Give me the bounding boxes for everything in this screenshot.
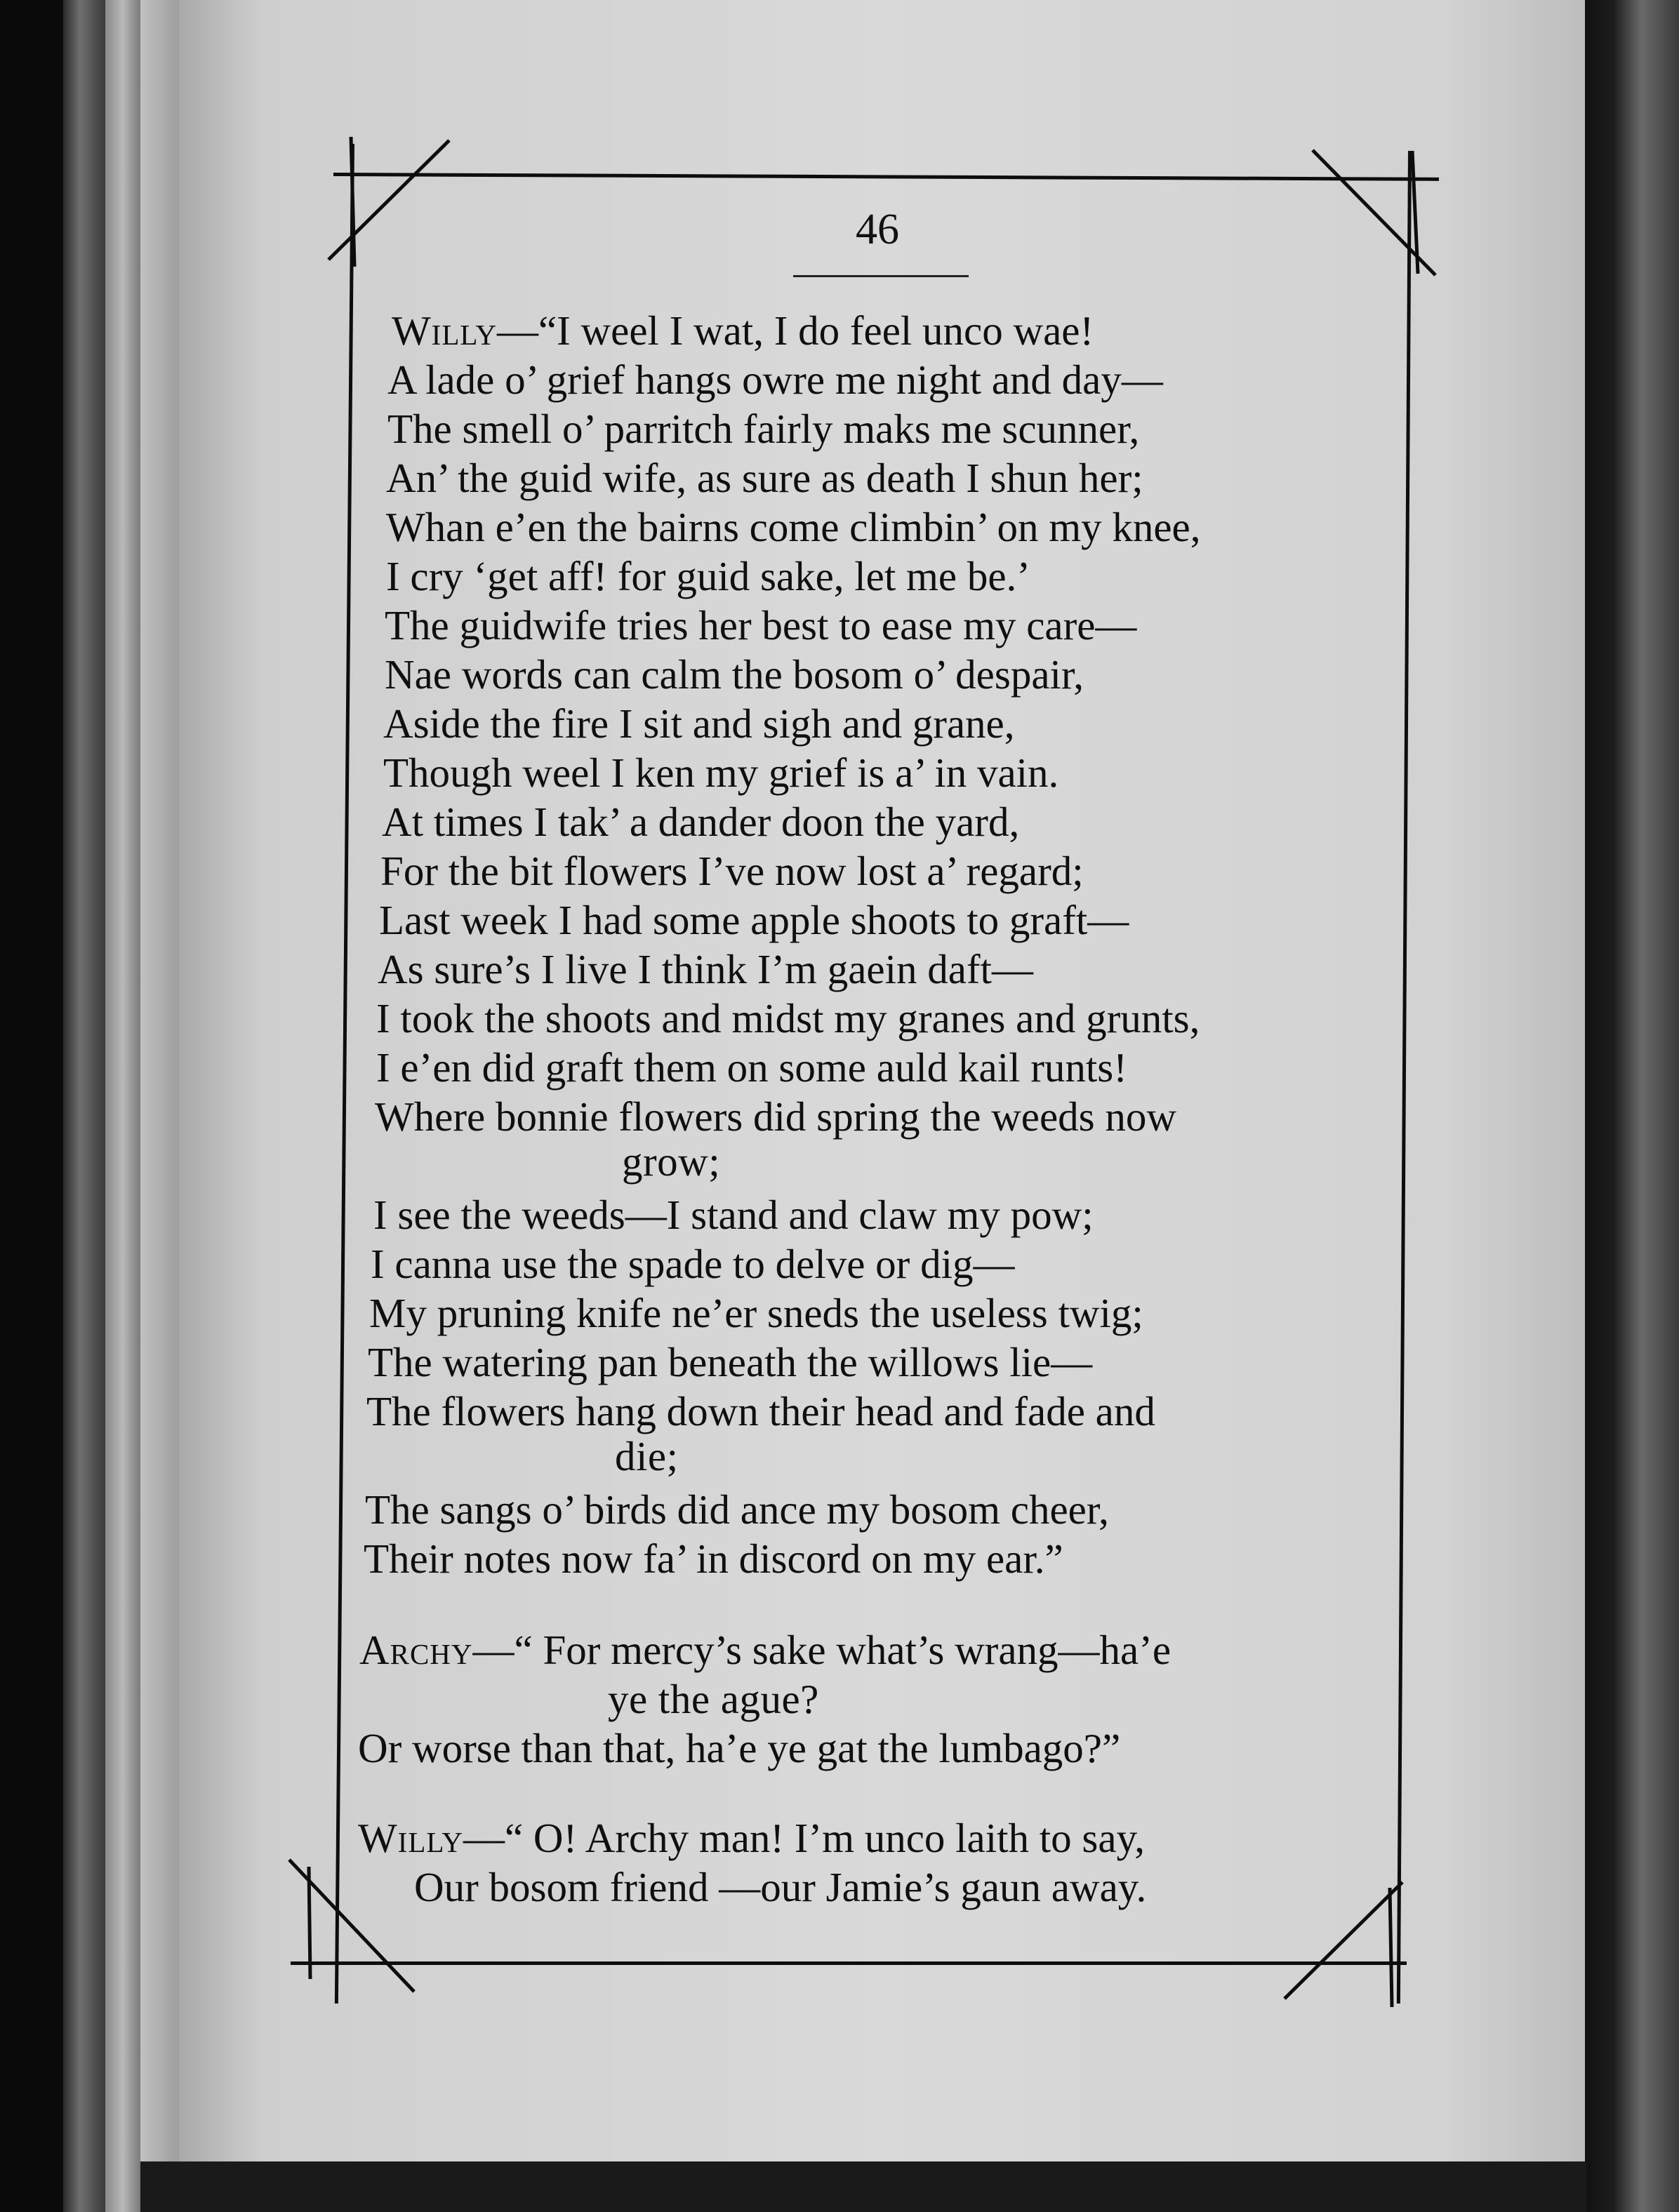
speaker-name: Willy: [392, 307, 497, 354]
poem-line: Though weel I ken my grief is a’ in vain.: [383, 749, 1059, 796]
poem-line: I e’en did graft them on some auld kail runts!: [376, 1044, 1127, 1091]
speaker-name: Willy: [358, 1815, 463, 1861]
poem-line: The flowers hang down their head and fade and: [366, 1388, 1155, 1434]
poem-line: Or worse than that, ha’e ye gat the lumbago?”: [358, 1725, 1121, 1771]
poem-line: [392, 306, 1094, 355]
poem-line: Aside the fire I sit and sigh and grane,: [383, 700, 1015, 747]
poem-line: I canna use the spade to delve or dig—: [371, 1241, 1015, 1287]
poem-line: The smell o’ parritch fairly maks me scunner,: [387, 406, 1140, 452]
poem-line: My pruning knife ne’er sneds the useless twig;: [369, 1290, 1143, 1336]
poem-line: I see the weeds—I stand and claw my pow;: [373, 1192, 1094, 1238]
poem-line: The watering pan beneath the willows lie—: [368, 1339, 1093, 1385]
poem-line-continuation: grow;: [622, 1138, 721, 1185]
poem-line: Last week I had some apple shoots to graft—: [379, 897, 1129, 943]
poem-line: Our bosom friend —our Jamie’s gaun away.: [414, 1864, 1147, 1910]
poem-line: [358, 1813, 1145, 1863]
poem-line: The sangs o’ birds did ance my bosom cheer,: [365, 1486, 1109, 1533]
poem-line: [359, 1625, 1171, 1674]
line-text: —“ For mercy’s sake what’s wrang—ha’e: [472, 1627, 1172, 1673]
poem-line: An’ the guid wife, as sure as death I shun her;: [386, 455, 1143, 501]
poem-line-continuation: ye the ague?: [608, 1676, 819, 1722]
poem-line: A lade o’ grief hangs owre me night and day—: [387, 357, 1163, 403]
poem-line: The guidwife tries her best to ease my care—: [385, 602, 1137, 648]
poem-line-continuation: die;: [615, 1433, 679, 1479]
line-text: —“I weel I wat, I do feel unco wae!: [496, 307, 1094, 354]
speaker-name: Archy: [359, 1627, 473, 1673]
poem-line: For the bit flowers I’ve now lost a’ regard;: [380, 848, 1084, 894]
poem-line: Whan e’en the bairns come climbin’ on my knee,: [386, 504, 1201, 550]
line-text: —“ O! Archy man! I’m unco laith to say,: [463, 1815, 1145, 1861]
poem-line: Their notes now fa’ in discord on my ear.”: [364, 1535, 1063, 1582]
poem-line: As sure’s I live I think I’m gaein daft—: [378, 946, 1033, 992]
poem-line: Nae words can calm the bosom o’ despair,: [385, 651, 1084, 698]
page-number: 46: [856, 206, 899, 253]
poem-line: I took the shoots and midst my granes and grunts,: [376, 995, 1200, 1041]
poem-line: At times I tak’ a dander doon the yard,: [382, 799, 1020, 845]
poem-line: Where bonnie flowers did spring the weeds now: [375, 1093, 1177, 1140]
poem-line: I cry ‘get aff! for guid sake, let me be.’: [386, 553, 1030, 599]
